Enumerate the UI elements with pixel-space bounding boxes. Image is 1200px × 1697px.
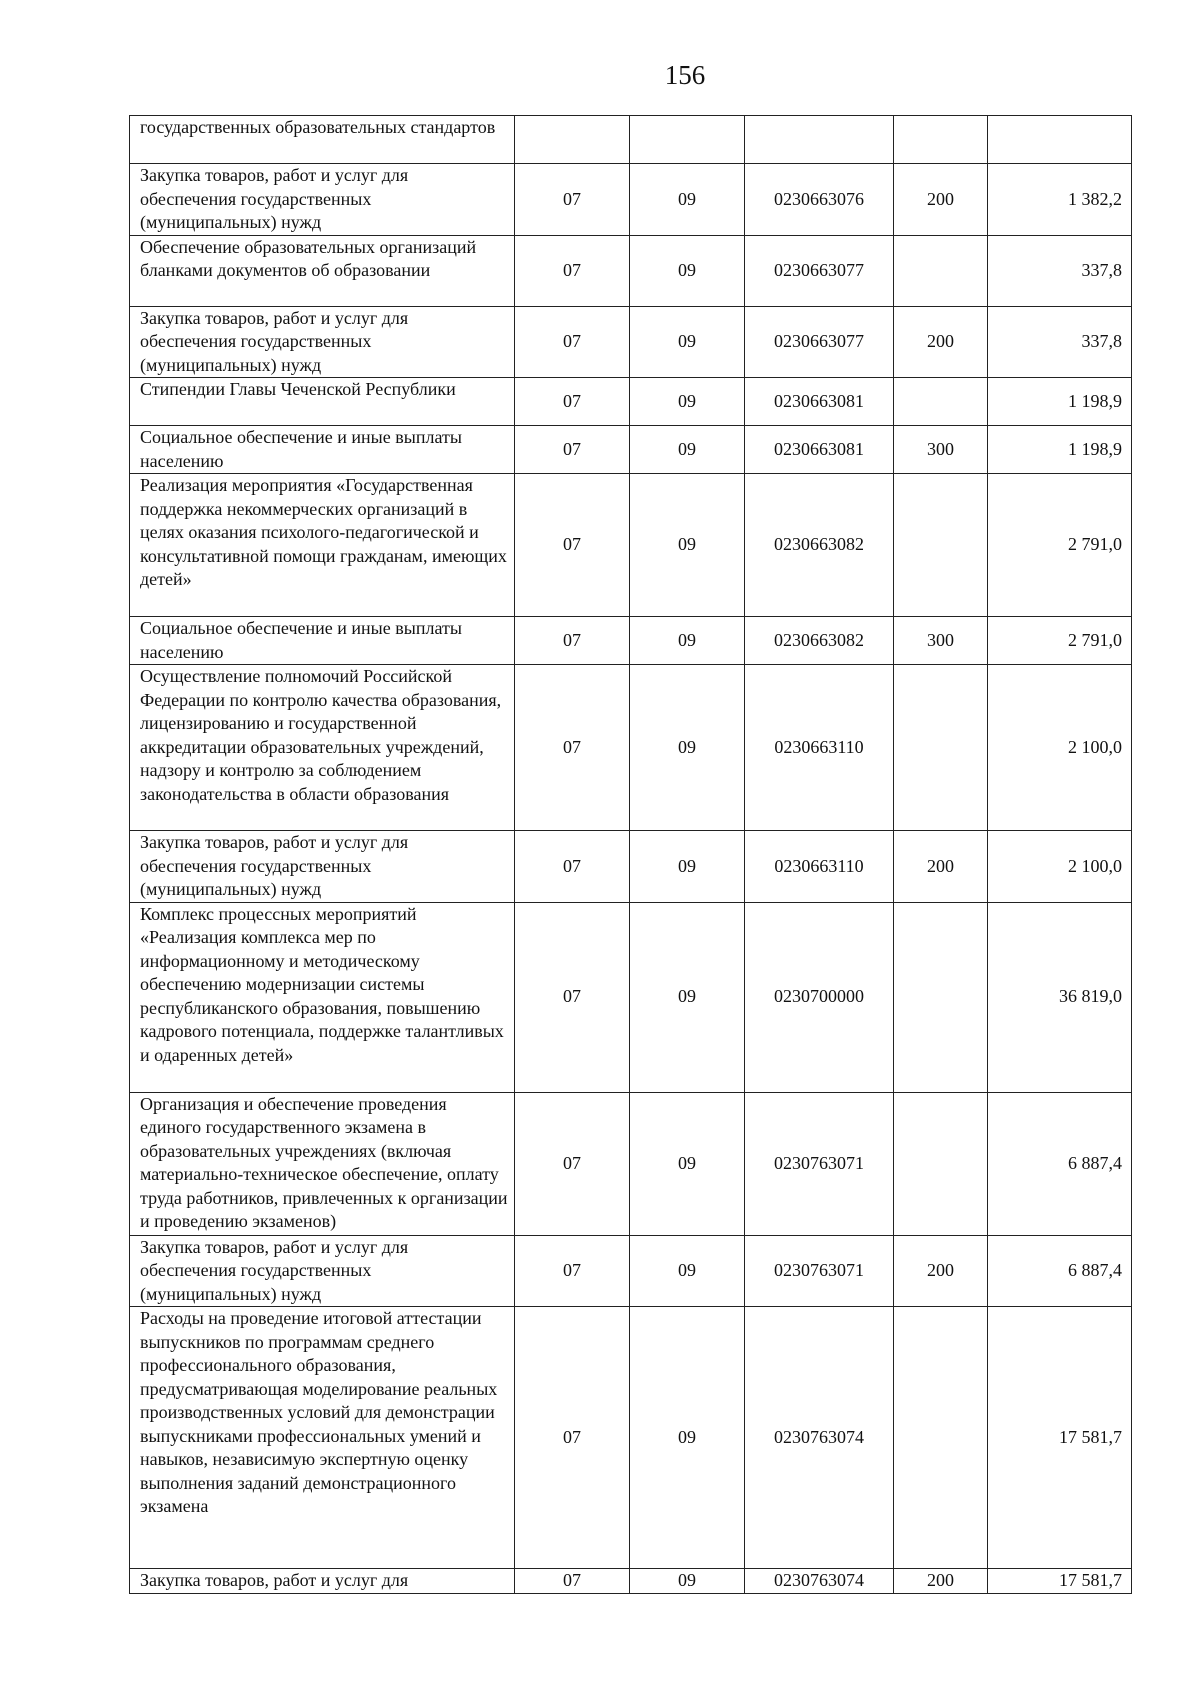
row-subsection-cell: 09 [630, 164, 745, 236]
row-name-cell: Закупка товаров, работ и услуг для обеспечения государственных (муниципальных) нужд [130, 1235, 515, 1307]
table-row [130, 426, 1132, 474]
row-section-cell: 07 [515, 235, 630, 306]
table-row [130, 164, 1132, 236]
table-row [130, 116, 1132, 164]
row-target-article-cell [745, 116, 894, 164]
row-sum-cell: 1 198,9 [988, 378, 1132, 426]
row-target-article-cell: 0230763074 [745, 1569, 894, 1594]
row-expense-type-cell: 200 [894, 831, 988, 903]
row-expense-type-cell [894, 1307, 988, 1569]
table-row [130, 235, 1132, 306]
row-name-cell: Реализация мероприятия «Государственная поддержка некоммерческих организаций в целях оказания психолого-педагогической и консультативной помощи гражданам, имеющих детей» [130, 474, 515, 617]
row-name-cell: Социальное обеспечение и иные выплаты населению [130, 617, 515, 665]
row-name-cell: Закупка товаров, работ и услуг для обеспечения государственных (муниципальных) нужд [130, 306, 515, 378]
row-expense-type-cell [894, 902, 988, 1092]
row-sum-cell: 1 198,9 [988, 426, 1132, 474]
row-subsection-cell: 09 [630, 1092, 745, 1235]
row-name-cell: Организация и обеспечение проведения единого государственного экзамена в образовательных учреждениях (включая материально-техническое обеспечение, оплату труда работников, привлеченных к организации и проведению экзаменов) [130, 1092, 515, 1235]
row-section-cell: 07 [515, 1569, 630, 1594]
row-target-article-cell: 0230663081 [745, 426, 894, 474]
row-section-cell [515, 116, 630, 164]
row-name-cell: Комплекс процессных мероприятий «Реализация комплекса мер по информационному и методическому обеспечению модернизации системы республиканского образования, повышению кадрового потенциала, поддержке талантливых и одаренных детей» [130, 902, 515, 1092]
row-section-cell: 07 [515, 665, 630, 831]
row-subsection-cell: 09 [630, 426, 745, 474]
row-target-article-cell: 0230663082 [745, 474, 894, 617]
row-sum-cell: 337,8 [988, 306, 1132, 378]
row-sum-cell: 6 887,4 [988, 1235, 1132, 1307]
row-subsection-cell: 09 [630, 306, 745, 378]
row-name-cell: Осуществление полномочий Российской Федерации по контролю качества образования, лицензированию и государственной аккредитации образовательных учреждений, надзору и контролю за соблюдением законодательства в области образования [130, 665, 515, 831]
row-expense-type-cell [894, 474, 988, 617]
table-row [130, 1569, 1132, 1594]
row-sum-cell: 1 382,2 [988, 164, 1132, 236]
row-target-article-cell: 0230700000 [745, 902, 894, 1092]
table-row [130, 474, 1132, 617]
row-section-cell: 07 [515, 164, 630, 236]
table-row [130, 902, 1132, 1092]
budget-table [129, 115, 1132, 1594]
row-target-article-cell: 0230763074 [745, 1307, 894, 1569]
row-subsection-cell: 09 [630, 902, 745, 1092]
row-expense-type-cell: 300 [894, 617, 988, 665]
table-row [130, 665, 1132, 831]
table-row [130, 1092, 1132, 1235]
row-sum-cell: 2 791,0 [988, 617, 1132, 665]
row-section-cell: 07 [515, 902, 630, 1092]
row-expense-type-cell: 200 [894, 164, 988, 236]
row-expense-type-cell: 200 [894, 1235, 988, 1307]
budget-table-body [130, 116, 1132, 1594]
row-target-article-cell: 0230663082 [745, 617, 894, 665]
row-expense-type-cell [894, 665, 988, 831]
table-row [130, 831, 1132, 903]
row-expense-type-cell [894, 116, 988, 164]
row-target-article-cell: 0230663077 [745, 306, 894, 378]
row-sum-cell: 17 581,7 [988, 1569, 1132, 1594]
row-name-cell: Стипендии Главы Чеченской Республики [130, 378, 515, 426]
row-name-cell: Обеспечение образовательных организаций бланками документов об образовании [130, 235, 515, 306]
row-sum-cell: 2 100,0 [988, 665, 1132, 831]
table-row [130, 1235, 1132, 1307]
row-subsection-cell [630, 116, 745, 164]
row-name-cell: Социальное обеспечение и иные выплаты населению [130, 426, 515, 474]
row-expense-type-cell [894, 378, 988, 426]
row-subsection-cell: 09 [630, 617, 745, 665]
row-target-article-cell: 0230663076 [745, 164, 894, 236]
row-subsection-cell: 09 [630, 665, 745, 831]
row-subsection-cell: 09 [630, 831, 745, 903]
row-section-cell: 07 [515, 378, 630, 426]
row-name-cell: Закупка товаров, работ и услуг для обеспечения государственных (муниципальных) нужд [130, 164, 515, 236]
row-name-cell: Закупка товаров, работ и услуг для обеспечения государственных (муниципальных) нужд [130, 831, 515, 903]
row-sum-cell: 337,8 [988, 235, 1132, 306]
table-row [130, 306, 1132, 378]
row-subsection-cell: 09 [630, 474, 745, 617]
row-section-cell: 07 [515, 306, 630, 378]
row-section-cell: 07 [515, 1307, 630, 1569]
row-target-article-cell: 0230763071 [745, 1235, 894, 1307]
row-target-article-cell: 0230663110 [745, 831, 894, 903]
row-expense-type-cell [894, 235, 988, 306]
row-section-cell: 07 [515, 617, 630, 665]
row-sum-cell: 36 819,0 [988, 902, 1132, 1092]
row-section-cell: 07 [515, 1092, 630, 1235]
row-expense-type-cell: 200 [894, 1569, 988, 1594]
row-sum-cell: 2 100,0 [988, 831, 1132, 903]
row-section-cell: 07 [515, 831, 630, 903]
row-section-cell: 07 [515, 1235, 630, 1307]
row-section-cell: 07 [515, 426, 630, 474]
row-name-cell: Расходы на проведение итоговой аттестации выпускников по программам среднего профессионального образования, предусматривающая моделирование реальных производственных условий для демонстрации выпускниками профессиональных умений и навыков, независимую экспертную оценку выполнения заданий демонстрационного экзамена [130, 1307, 515, 1569]
table-row [130, 378, 1132, 426]
row-subsection-cell: 09 [630, 1235, 745, 1307]
row-subsection-cell: 09 [630, 1569, 745, 1594]
row-subsection-cell: 09 [630, 235, 745, 306]
table-row [130, 1307, 1132, 1569]
row-subsection-cell: 09 [630, 378, 745, 426]
row-sum-cell: 2 791,0 [988, 474, 1132, 617]
row-name-cell: Закупка товаров, работ и услуг для [130, 1569, 515, 1594]
row-target-article-cell: 0230763071 [745, 1092, 894, 1235]
row-name-cell: государственных образовательных стандартов [130, 116, 515, 164]
row-target-article-cell: 0230663110 [745, 665, 894, 831]
row-expense-type-cell [894, 1092, 988, 1235]
page-number: 156 [664, 60, 706, 90]
row-sum-cell: 6 887,4 [988, 1092, 1132, 1235]
row-target-article-cell: 0230663081 [745, 378, 894, 426]
row-section-cell: 07 [515, 474, 630, 617]
table-row [130, 617, 1132, 665]
row-subsection-cell: 09 [630, 1307, 745, 1569]
row-sum-cell: 17 581,7 [988, 1307, 1132, 1569]
row-sum-cell [988, 116, 1132, 164]
row-target-article-cell: 0230663077 [745, 235, 894, 306]
row-expense-type-cell: 200 [894, 306, 988, 378]
row-expense-type-cell: 300 [894, 426, 988, 474]
